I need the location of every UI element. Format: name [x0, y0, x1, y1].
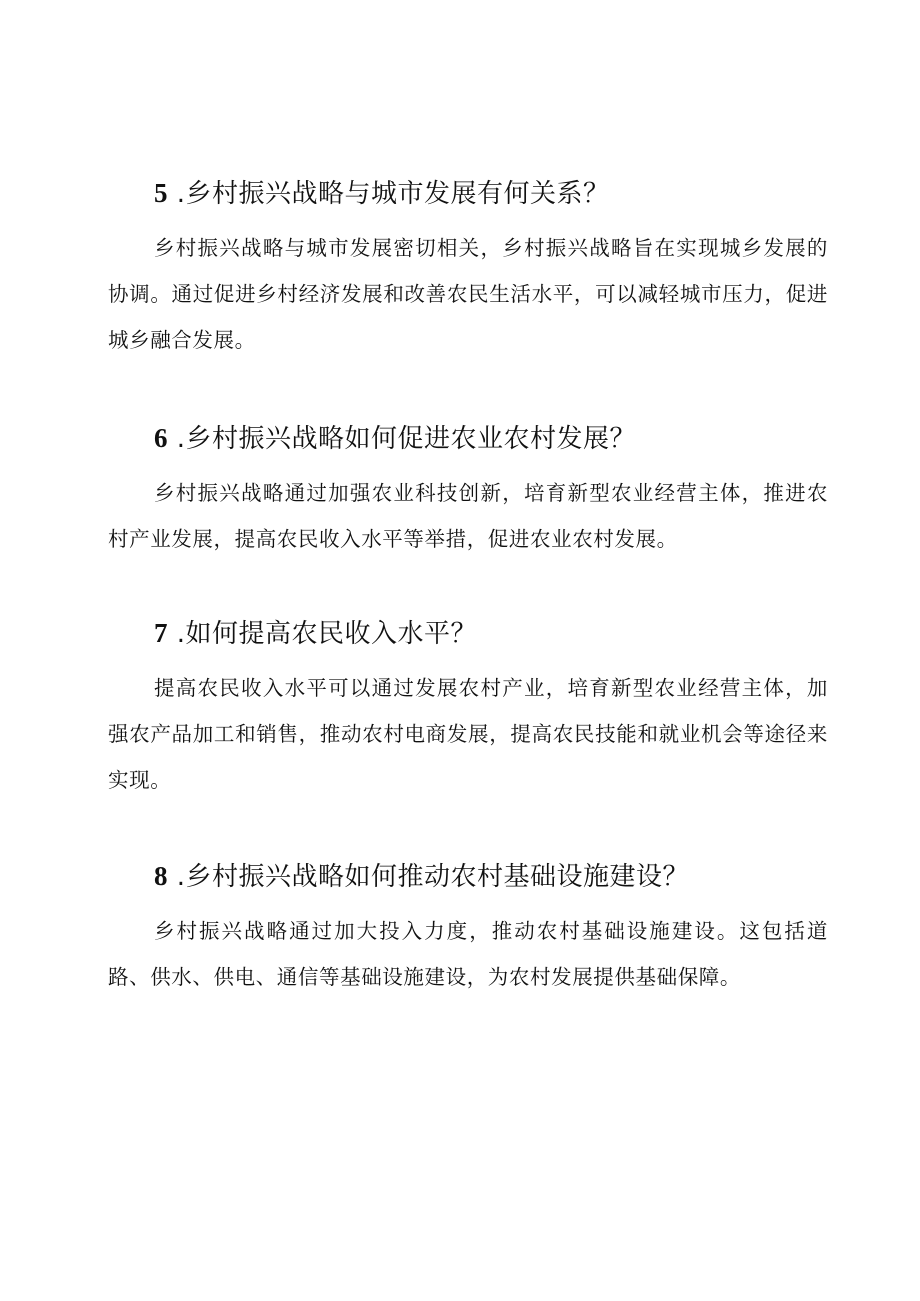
- question-text: .乡村振兴战略如何推动农村基础设施建设？: [176, 862, 690, 892]
- answer-paragraph-5: 乡村振兴战略与城市发展密切相关，乡村振兴战略旨在实现城乡发展的协调。通过促进乡村经济发展和改善农民生活水平，可以减轻城市压力，促进城乡融合发展。: [108, 236, 828, 352]
- answer-paragraph-7: 提高农民收入水平可以通过发展农村产业，培育新型农业经营主体，加强农产品加工和销售，推动农村电商发展，提高农民技能和就业机会等途径来实现。: [108, 676, 828, 792]
- question-number: 7: [154, 618, 168, 648]
- question-number: 6: [154, 423, 168, 453]
- qa-section-8: [108, 859, 828, 1000]
- qa-section-6: [108, 421, 828, 562]
- question-text: .乡村振兴战略如何促进农业农村发展？: [176, 424, 637, 454]
- question-heading-5: [154, 176, 828, 211]
- question-heading-6: [154, 421, 828, 456]
- qa-section-5: [108, 176, 828, 363]
- question-number: 8: [154, 861, 168, 891]
- question-text: .乡村振兴战略与城市发展有何关系？: [176, 179, 610, 209]
- question-text: .如何提高农民收入水平？: [176, 619, 478, 649]
- answer-paragraph-6: 乡村振兴战略通过加强农业科技创新，培育新型农业经营主体，推进农村产业发展，提高农民收入水平等举措，促进农业农村发展。: [108, 481, 828, 551]
- answer-paragraph-8: 乡村振兴战略通过加大投入力度，推动农村基础设施建设。这包括道路、供水、供电、通信等基础设施建设，为农村发展提供基础保障。: [108, 919, 828, 989]
- question-heading-8: [154, 859, 828, 894]
- qa-section-7: [108, 616, 828, 803]
- question-number: 5: [154, 178, 168, 208]
- question-heading-7: [154, 616, 828, 651]
